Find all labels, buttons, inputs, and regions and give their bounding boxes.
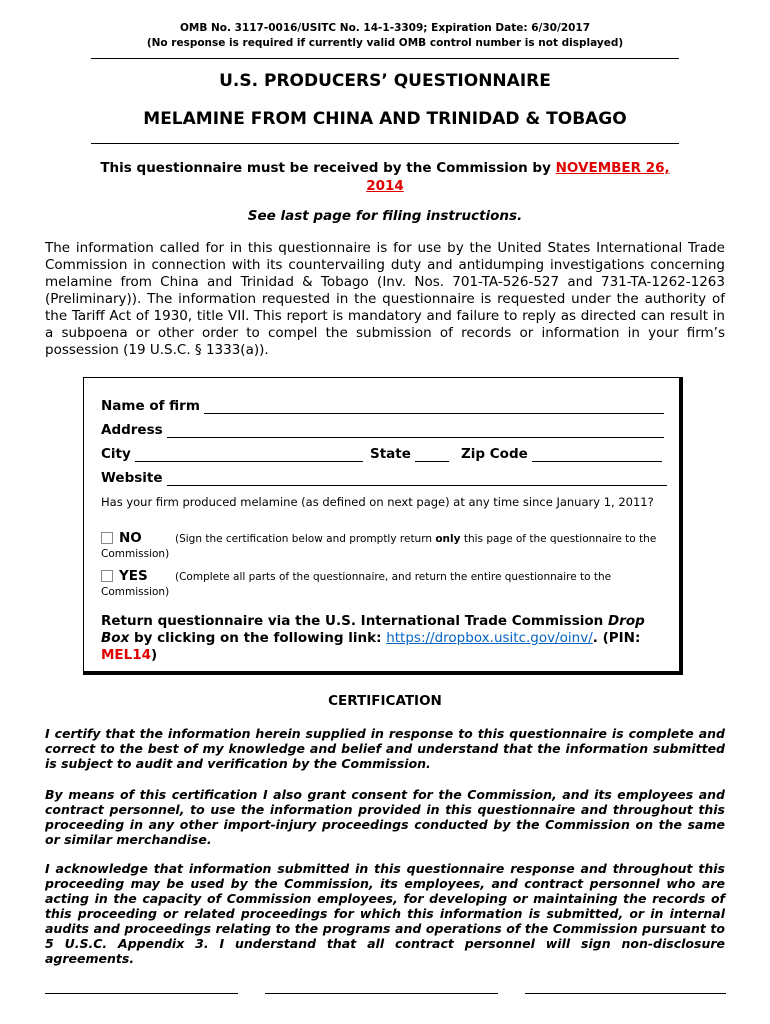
omb-number: OMB No. 3117-0016/USITC No. 14-1-3309; Expiration Date: 6/30/2017 [179, 22, 591, 34]
website-label: Website [101, 470, 163, 486]
yes-label: YES [119, 568, 148, 584]
no-instructions-bold: only [435, 533, 461, 545]
no-instructions-post: this page of the questionnaire to the Commission) [101, 533, 657, 560]
yes-checkbox[interactable] [101, 570, 113, 582]
signature-line-2[interactable] [265, 993, 498, 994]
due-date-notice [80, 159, 690, 195]
omb-notice [0, 21, 770, 51]
state-label: State [370, 446, 411, 462]
firm-info-box [83, 377, 683, 675]
firm-name-field [101, 398, 664, 414]
state-field [370, 446, 449, 462]
return-text-mid: by clicking on the following link [129, 630, 377, 646]
due-date-prefix: This questionnaire must be received by the Commission by [100, 160, 556, 176]
city-field [101, 446, 363, 462]
due-date: NOVEMBER 26, 2014 [366, 160, 670, 194]
production-question: Has your firm produced melamine (as defined on next page) at any time since January 1, 2011? [101, 495, 654, 509]
certification-paragraph-1: I certify that the information herein supplied in response to this questionnaire is complete and correct to the best of my knowledge and belief and understand that the information submitted is subject to audit and verification by the Commission. [45, 726, 725, 771]
pin-open: . (PIN: [592, 630, 641, 646]
firm-name-label: Name of firm [101, 398, 200, 414]
intro-paragraph: The information called for in this questionnaire is for use by the United States International Trade Commission in connection with its countervailing duty and antidumping investigations concerning melamine from China and Trinidad & Tobago (Inv. Nos. 701-TA-526-527 and 731-TA-1262-1263 (Preliminary)). The information requested in the questionnaire is requested under the authority of the Tariff Act of 1930, title VII. This report is mandatory and failure to reply as directed can result in a subpoena or other order to compel the submission of records or information in your firm’s possession (19 U.S.C. § 1333(a)). [45, 240, 725, 358]
address-field [101, 422, 664, 438]
website-input[interactable] [167, 472, 667, 486]
zip-field [461, 446, 662, 462]
zip-label: Zip Code [461, 446, 528, 462]
page-subtitle: MELAMINE FROM CHINA AND TRINIDAD & TOBAGO [143, 109, 627, 129]
top-rule [91, 58, 679, 59]
pin-close: ) [151, 647, 158, 663]
filing-instructions-note: See last page for filing instructions. [247, 208, 523, 224]
page-title: U.S. PRODUCERS’ QUESTIONNAIRE [219, 71, 551, 91]
state-input[interactable] [415, 448, 449, 462]
return-text-pre: Return questionnaire via the U.S. International Trade Commission [101, 613, 608, 629]
address-label: Address [101, 422, 163, 438]
signature-line-1[interactable] [45, 993, 238, 994]
title-rule [91, 143, 679, 144]
option-no [101, 531, 681, 562]
no-instructions-pre: (Sign the certification below and promptly return [175, 533, 436, 545]
return-colon: : [376, 630, 387, 646]
address-input[interactable] [167, 424, 664, 438]
certification-paragraph-3: I acknowledge that information submitted in this questionnaire response and throughout this proceeding may be used by the Commission, its employees, and contract personnel who are acting in the capacity of Commission employees, for developing or maintaining the records of this proceeding or related proceedings for which this information is submitted, or in internal audits and proceedings relating to the programs and operations of the Commission pursuant to 5 U.S.C. Appendix 3. I understand that all contract personnel will sign non-disclosure agreements. [45, 861, 725, 966]
dropbox-link[interactable]: https://dropbox.usitc.gov/oinv/ [386, 630, 593, 646]
certification-paragraph-2: By means of this certification I also grant consent for the Commission, and its employees and contract personnel, to use the information provided in this questionnaire and throughout this proceeding in any other import-injury proceedings conducted by the Commission on the same or similar merchandise. [45, 787, 725, 847]
firm-name-input[interactable] [204, 400, 664, 414]
city-input[interactable] [135, 448, 363, 462]
yes-instructions: (Complete all parts of the questionnaire, and return the entire questionnaire to the Commission) [101, 571, 612, 598]
return-instructions [101, 613, 671, 664]
zip-input[interactable] [532, 448, 662, 462]
website-field [101, 470, 667, 486]
return-dropbox: Drop Box [101, 613, 645, 646]
option-yes [101, 569, 681, 600]
certification-heading: CERTIFICATION [328, 693, 442, 709]
city-label: City [101, 446, 131, 462]
no-label: NO [119, 530, 142, 546]
pin-code: MEL14 [101, 647, 152, 663]
omb-disclaimer: (No response is required if currently valid OMB control number is not displayed) [146, 37, 624, 49]
signature-line-3[interactable] [525, 993, 726, 994]
no-checkbox[interactable] [101, 532, 113, 544]
